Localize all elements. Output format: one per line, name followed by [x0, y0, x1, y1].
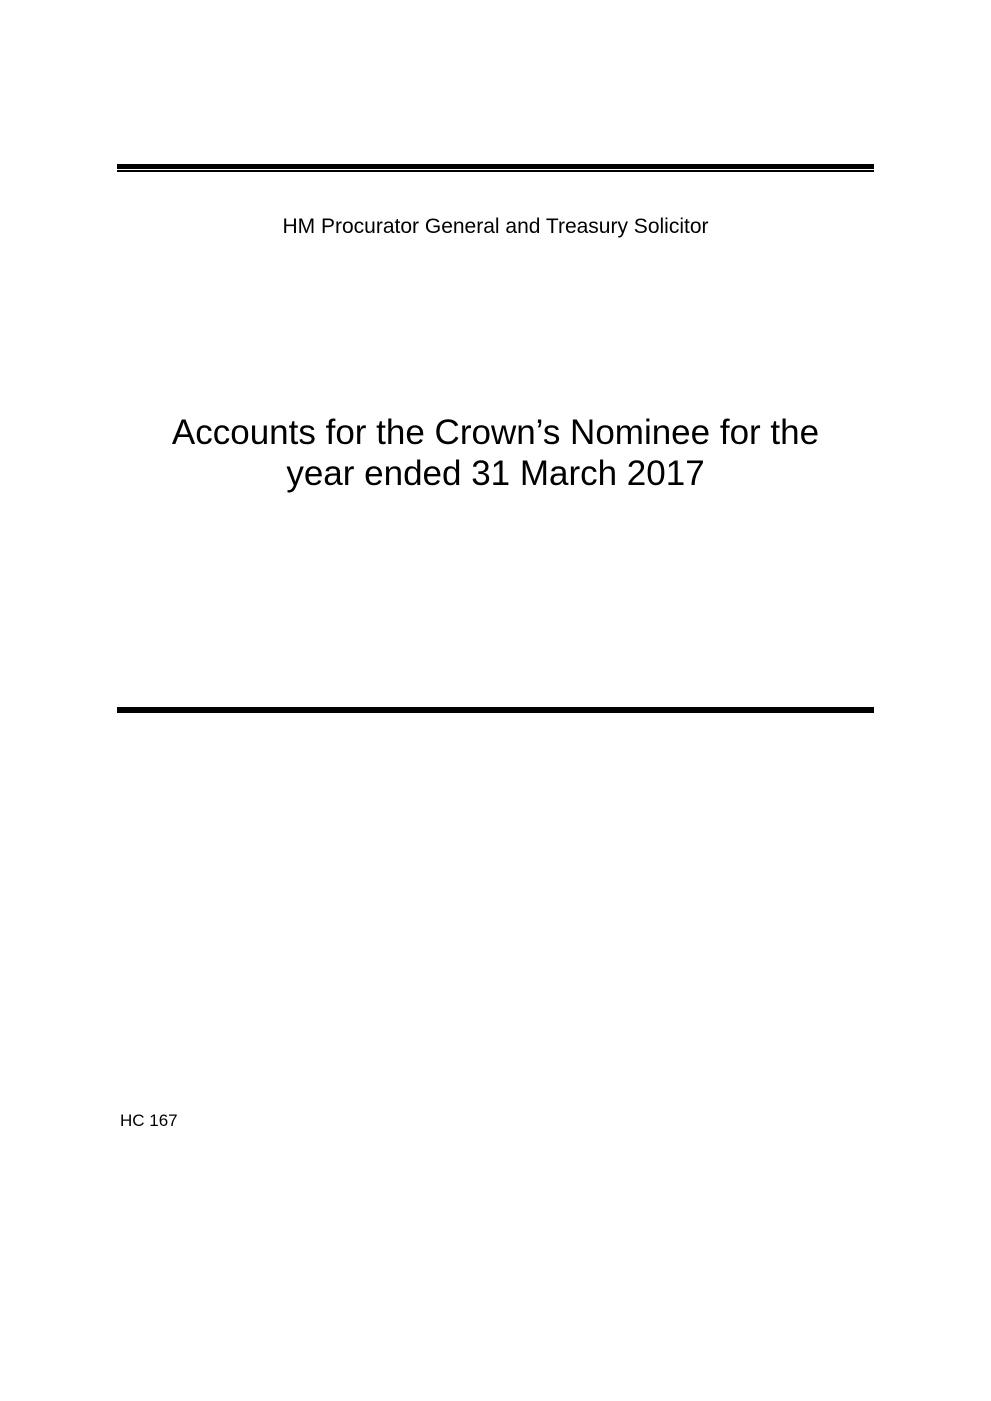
top-rule-thin	[117, 170, 874, 172]
document-title	[0, 412, 991, 494]
document-title-line-1: Accounts for the Crown’s Nominee for the	[171, 413, 820, 452]
top-rule-thick	[117, 164, 874, 169]
bottom-rule	[117, 707, 874, 713]
house-of-commons-number: HC 167	[120, 1111, 178, 1130]
document-title-line-2: year ended 31 March 2017	[286, 454, 705, 493]
organisation-name: HM Procurator General and Treasury Solicitor	[282, 215, 709, 238]
